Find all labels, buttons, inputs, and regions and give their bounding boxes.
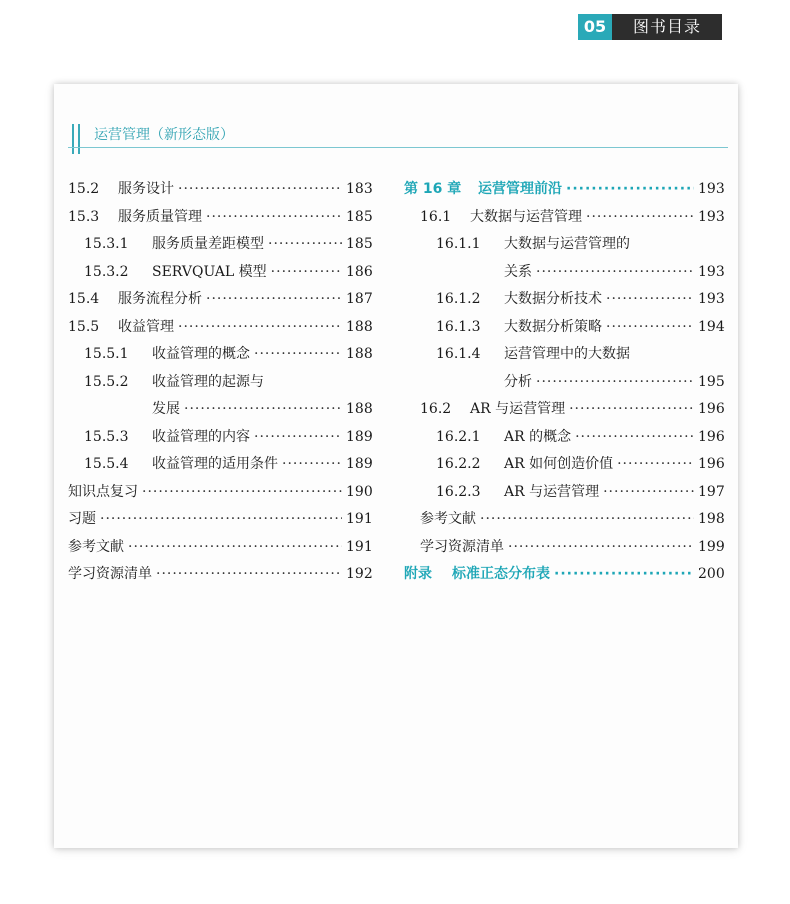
toc-entry[interactable]: 学习资源清单 ····· 199 [404,534,724,562]
toc-entry[interactable]: 15.5.2 收益管理的起源与 [84,373,264,390]
toc-entry[interactable]: 15.5.1 收益管理的概念 ····· 188 [68,341,372,369]
toc-entry[interactable]: 16.1.3 大数据分析策略 ····· 194 [404,314,724,342]
section-number: 05 [578,14,612,40]
toc-entry[interactable]: 16.1 大数据与运营管理 ····· 193 [404,204,724,232]
toc-entry[interactable]: 16.1.1 大数据与运营管理的 [436,236,630,252]
book-page [54,84,738,848]
toc-entry[interactable]: 15.3 服务质量管理 ····· 185 [68,204,372,232]
toc-entry[interactable]: 16.1.4 运营管理中的大数据 [436,346,630,362]
toc-entry[interactable]: 15.3.2 SERVQUAL 模型 ····· 186 [68,259,372,287]
toc-entry[interactable]: 参考文献 ····· 191 [68,534,372,562]
toc-entry[interactable]: 16.2.2 AR 如何创造价值 ····· 196 [404,451,724,479]
header-bars [72,124,82,154]
toc-entry[interactable]: 15.5.3 收益管理的内容 ····· 189 [68,424,372,452]
toc-entry[interactable]: 习题 ····· 191 [68,506,372,534]
book-title: 运营管理（新形态版） [94,127,234,143]
toc-entry[interactable]: 15.5 收益管理 ····· 188 [68,314,372,342]
toc-entry-continuation[interactable]: 分析 ····· 195 [404,369,724,397]
toc-appendix-heading[interactable]: 附录 标准正态分布表 ····· 200 [404,561,724,589]
toc-entry[interactable]: 知识点复习 ····· 190 [68,479,372,507]
toc-entry-continuation[interactable]: 发展 ····· 188 [68,396,372,424]
section-badge [578,14,722,40]
toc-entry[interactable]: 16.2.3 AR 与运营管理 ····· 197 [404,479,724,507]
toc-right-column [404,176,724,589]
toc-entry[interactable]: 15.5.4 收益管理的适用条件 ····· 189 [68,451,372,479]
toc-entry[interactable]: 参考文献 ····· 198 [404,506,724,534]
toc-entry[interactable]: 15.2 服务设计 ····· 183 [68,176,372,204]
toc-chapter-heading[interactable]: 第 16 章 运营管理前沿 ····· 193 [404,176,724,204]
toc-entry[interactable]: 16.1.2 大数据分析技术 ····· 193 [404,286,724,314]
toc-left-column [68,176,372,589]
section-title: 图书目录 [612,14,722,40]
toc-entry[interactable]: 16.2.1 AR 的概念 ····· 196 [404,424,724,452]
toc-entry[interactable]: 15.4 服务流程分析 ····· 187 [68,286,372,314]
toc-entry-continuation[interactable]: 关系 ····· 193 [404,259,724,287]
header-rule [68,147,728,148]
toc-entry[interactable]: 16.2 AR 与运营管理 ····· 196 [404,396,724,424]
toc-entry[interactable]: 学习资源清单 ····· 192 [68,561,372,589]
toc-entry[interactable]: 15.3.1 服务质量差距模型 ····· 185 [68,231,372,259]
